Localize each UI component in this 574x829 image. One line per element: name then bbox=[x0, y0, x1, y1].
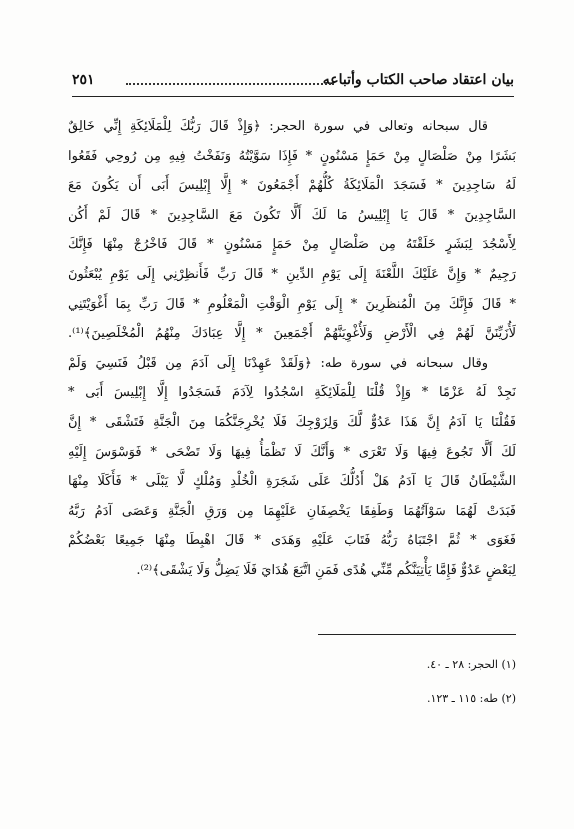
text-line: لَكَ أَلَّا تَجُوعَ فِيهَا وَلَا تَعْرَى * وَأَنَّكَ لَا تَظْمَأُ فِيهَا وَلَا تَضْحَى * فَوَسْوَسَ إِلَيْهِ bbox=[68, 444, 516, 460]
footnote: (٢) طه: ١١٥ ـ ١٢٣. bbox=[426, 692, 516, 705]
text-line: فَقُلْنَا يَا آدَمُ إِنَّ هَذَا عَدُوٌّ لَّكَ وَلِزَوْجِكَ فَلَا يُخْرِجَنَّكُمَا مِنَ الْجَنَّةِ فَتَشْقَى * إِنَّ bbox=[68, 414, 516, 430]
header-dotted-leader bbox=[126, 83, 334, 85]
running-header bbox=[72, 70, 514, 94]
text-line: قال سبحانه وتعالى في سورة الحجر: ﴿وَإِذْ قَالَ رَبُّكَ لِلْمَلَائِكَةِ إِنِّي خَالِقٌ bbox=[68, 119, 488, 134]
text-line: بَشَرًا مِنْ صَلْصَالٍ مِنْ حَمَإٍ مَسْنُونٍ * فَإِذَا سَوَّيْتُهُ وَنَفَخْتُ فِيهِ مِن رُوحِي فَقَعُوا bbox=[68, 148, 516, 164]
text-line: فَبَدَتْ لَهُمَا سَوْآتُهُمَا وَطَفِقَا يَخْصِفَانِ عَلَيْهِمَا مِن وَرَقِ الْجَنَّةِ وَعَصَى آدَمُ رَبَّهُ bbox=[68, 503, 516, 519]
text-line: * قَالَ فَإِنَّكَ مِنَ الْمُنظَرِينَ * إِلَى يَوْمِ الْوَقْتِ الْمَعْلُومِ * قَالَ رَبِّ بِمَا أَغْوَيْتَنِي bbox=[68, 296, 516, 312]
text-line: نَجِدْ لَهُ عَزْمًا * وَإِذْ قُلْنَا لِلْمَلَائِكَةِ اسْجُدُوا لِآدَمَ فَسَجَدُوا إِلَّا إِبْلِيسَ أَبَى * bbox=[68, 385, 516, 401]
footnotes bbox=[318, 648, 516, 716]
text-line: السَّاجِدِينَ * قَالَ يَا إِبْلِيسُ مَا لَكَ أَلَّا تَكُونَ مَعَ السَّاجِدِينَ * قَالَ لَمْ أَكُن bbox=[68, 207, 516, 223]
text-line: لِأَسْجُدَ لِبَشَرٍ خَلَقْتَهُ مِن صَلْصَالٍ مِنْ حَمَإٍ مَسْنُونٍ * قَالَ فَاخْرُجْ مِنْهَا فَإِنَّكَ bbox=[68, 237, 516, 253]
main-text bbox=[68, 112, 516, 586]
text-line: فَغَوَى * ثُمَّ اجْتَبَاهُ رَبُّهُ فَتَابَ عَلَيْهِ وَهَدَى * قَالَ اهْبِطَا مِنْهَا جَمِيعًا بَعْضُكُمْ bbox=[68, 533, 516, 549]
page-number: ٢٥١ bbox=[72, 72, 95, 88]
header-rule bbox=[72, 96, 514, 97]
text-line: رَجِيمٌ * وَإِنَّ عَلَيْكَ اللَّعْنَةَ إِلَى يَوْمِ الدِّينِ * قَالَ رَبِّ فَأَنظِرْنِي إِلَى يَوْمِ يُبْعَثُونَ bbox=[68, 266, 516, 282]
text-line: لَهُ سَاجِدِينَ * فَسَجَدَ الْمَلَائِكَةُ كُلُّهُمْ أَجْمَعُونَ * إِلَّا إِبْلِيسَ أَبَى أَن يَكُونَ مَعَ bbox=[68, 178, 516, 194]
text-line: وقال سبحانه في سورة طه: ﴿وَلَقَدْ عَهِدْنَا إِلَى آدَمَ مِن قَبْلُ فَنَسِيَ وَلَمْ bbox=[68, 355, 488, 371]
text-line: لَأُزَيِّنَنَّ لَهُمْ فِي الْأَرْضِ وَلَأُغْوِيَنَّهُمْ أَجْمَعِينَ * إِلَّا عِبَادَكَ مِنْهُمُ الْمُخْلَصِينَ﴾⁽¹⁾. bbox=[68, 326, 516, 342]
header-title: بيان اعتقاد صاحب الكتاب وأتباعه bbox=[322, 72, 514, 88]
text-line: الشَّيْطَانُ قَالَ يَا آدَمُ هَلْ أَدُلُّكَ عَلَى شَجَرَةِ الْخُلْدِ وَمُلْكٍ لَّا يَبْلَى * فَأَكَلَا مِنْهَا bbox=[68, 474, 516, 490]
text-line: لِبَعْضٍ عَدُوٌّ فَإِمَّا يَأْتِيَنَّكُم مِّنِّي هُدًى فَمَنِ اتَّبَعَ هُدَايَ فَلَا يَضِلُّ وَلَا يَشْقَى﴾⁽²⁾. bbox=[136, 562, 516, 578]
footnote: (١) الحجر: ٢٨ ـ ٤٠. bbox=[426, 658, 516, 671]
footnote-rule bbox=[318, 634, 516, 635]
